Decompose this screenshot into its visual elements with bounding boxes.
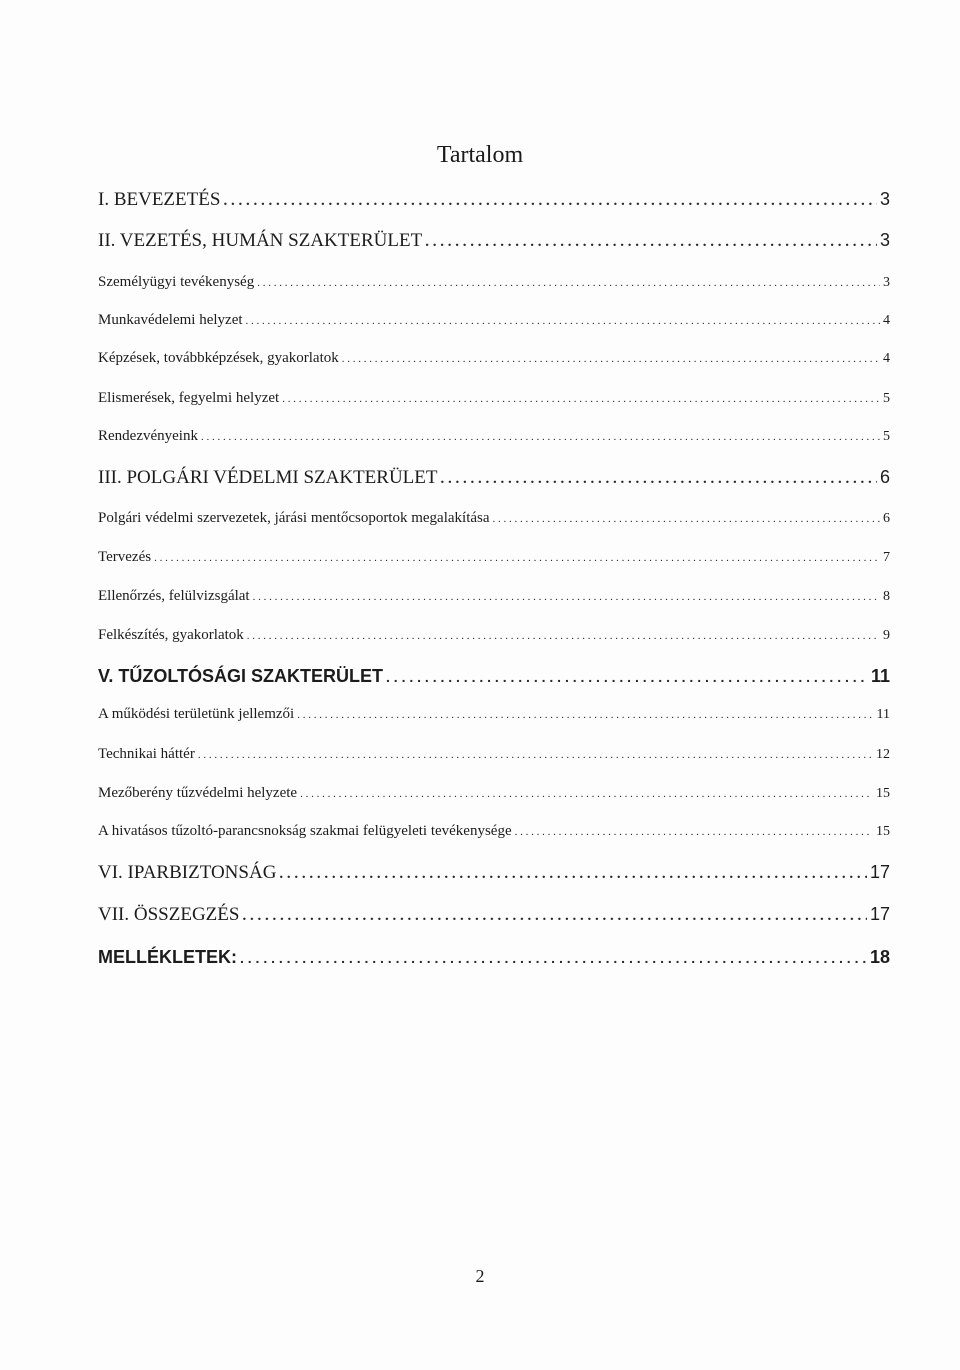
dot-leader (515, 826, 873, 838)
toc-entry-page: 11 (876, 707, 890, 722)
toc-entry-page: 18 (869, 947, 890, 967)
toc-entry-polgari-szervezetek[interactable] (98, 510, 890, 532)
dot-leader (300, 788, 873, 800)
toc-entry-page: 17 (869, 862, 890, 882)
dot-leader (242, 908, 867, 925)
dot-leader (198, 749, 873, 761)
toc-entry-page: 15 (876, 786, 890, 801)
toc-entry-page: 6 (879, 467, 890, 487)
toc-entry-bevezetes[interactable] (98, 189, 890, 215)
toc-entry-label: III. POLGÁRI VÉDELMI SZAKTERÜLET (98, 467, 438, 488)
toc-entry-hivatasos[interactable] (98, 823, 890, 845)
toc-entry-page: 12 (876, 747, 890, 762)
toc-entry-polgari-vedelmi[interactable] (98, 467, 890, 493)
dot-leader (201, 431, 880, 443)
toc-entry-label: Képzések, továbbképzések, gyakorlatok (98, 350, 339, 366)
toc-title: Tartalom (436, 142, 524, 168)
dot-leader (386, 669, 868, 685)
toc-entry-label: A működési területünk jellemzői (98, 706, 295, 722)
toc-entry-page: 5 (883, 429, 890, 444)
dot-leader (297, 709, 873, 721)
toc-entry-label: VII. ÖSSZEGZÉS (98, 904, 240, 925)
toc-entry-elismeresek[interactable] (98, 390, 890, 412)
toc-entry-technikai-hatter[interactable] (98, 746, 890, 768)
toc-entry-page: 17 (869, 904, 890, 924)
toc-entry-label: A hivatásos tűzoltó-parancsnokság szakmai felügyeleti tevékenysége (98, 823, 512, 839)
toc-entry-tervezes[interactable] (98, 549, 890, 571)
toc-entry-page: 6 (883, 511, 890, 526)
dot-leader (282, 393, 880, 405)
dot-leader (493, 513, 880, 525)
dot-leader (342, 353, 880, 365)
toc-entry-label: VI. IPARBIZTONSÁG (98, 862, 277, 883)
toc-entry-ellenorzes[interactable] (98, 588, 890, 610)
toc-entry-page: 11 (870, 666, 890, 686)
toc-entry-page: 7 (883, 550, 890, 565)
toc-entry-page: 3 (879, 189, 890, 209)
dot-leader (425, 234, 877, 251)
toc-entry-label: Tervezés (98, 549, 152, 565)
toc-entry-page: 4 (883, 313, 890, 328)
toc-entry-tuzoltosagi[interactable] (98, 666, 890, 692)
dot-leader (223, 193, 877, 210)
dot-leader (247, 630, 880, 642)
toc-entry-label: MELLÉKLETEK: (98, 947, 237, 967)
toc-entry-osszegzes[interactable] (98, 904, 890, 930)
toc-entry-label: Polgári védelmi szervezetek, járási mentőcsoportok megalakítása (98, 510, 490, 526)
dot-leader (240, 950, 867, 966)
toc-entry-page: 3 (883, 275, 890, 290)
toc-entry-page: 9 (883, 628, 890, 643)
toc-entry-page: 5 (883, 391, 890, 406)
toc-entry-label: Munkavédelemi helyzet (98, 312, 243, 328)
toc-entry-label: Személyügyi tevékenység (98, 274, 255, 290)
toc-entry-label: Mezőberény tűzvédelmi helyzete (98, 785, 298, 801)
toc-entry-label: Rendezvényeink (98, 428, 198, 444)
toc-entry-label: V. TŰZOLTÓSÁGI SZAKTERÜLET (98, 666, 384, 686)
toc-entry-mellekletek[interactable] (98, 947, 890, 973)
toc-entry-label: Felkészítés, gyakorlatok (98, 627, 244, 643)
toc-entry-page: 15 (876, 824, 890, 839)
toc-entry-page: 3 (879, 230, 890, 250)
toc-entry-vezetes-human[interactable] (98, 230, 890, 256)
dot-leader (246, 315, 880, 327)
toc-entry-iparbiztonsag[interactable] (98, 862, 890, 888)
toc-entry-munkavedelem[interactable] (98, 312, 890, 334)
toc-entry-felkeszites[interactable] (98, 627, 890, 649)
dot-leader (279, 866, 867, 883)
toc-entry-mukodesi-terulet[interactable] (98, 706, 890, 728)
page-number: 2 (475, 1266, 485, 1286)
dot-leader (253, 591, 880, 603)
toc-entry-kepzesek[interactable] (98, 350, 890, 372)
toc-entry-label: Technikai háttér (98, 746, 195, 762)
toc-entry-mezobereny[interactable] (98, 785, 890, 807)
toc-entry-label: Elismerések, fegyelmi helyzet (98, 390, 280, 406)
toc-entry-rendezvenyeink[interactable] (98, 428, 890, 450)
dot-leader (441, 471, 877, 488)
dot-leader (257, 277, 880, 289)
toc-entry-label: II. VEZETÉS, HUMÁN SZAKTERÜLET (98, 230, 423, 251)
dot-leader (154, 552, 880, 564)
toc-entry-label: Ellenőrzés, felülvizsgálat (98, 588, 250, 604)
table-of-contents (98, 0, 890, 1000)
toc-entry-page: 8 (883, 589, 890, 604)
toc-entry-szemelyugyi[interactable] (98, 274, 890, 296)
toc-entry-label: I. BEVEZETÉS (98, 189, 221, 210)
toc-entry-page: 4 (883, 351, 890, 366)
